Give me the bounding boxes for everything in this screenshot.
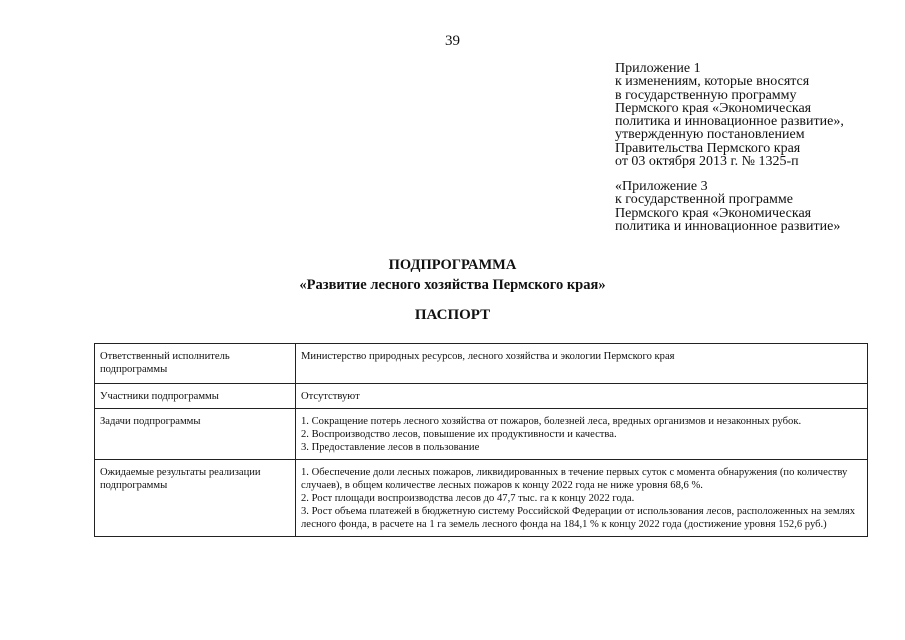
appendix-3-line: политика и инновационное развитие»: [615, 218, 841, 234]
row-value: [296, 409, 868, 460]
passport-heading: ПАСПОРТ: [414, 307, 491, 323]
row-value: [296, 384, 868, 409]
page-number: 39: [445, 33, 460, 49]
appendix-1-line: утвержденную постановлением: [615, 127, 805, 143]
row-value-item: 1. Обеспечение доли лесных пожаров, ликвидированных в течение первых суток с момента обнаружения (по количеству случаев), в общем количестве лесных пожаров к концу 2022 года не ниже уровня 68,6 %.: [301, 467, 848, 491]
row-value-item: 3. Предоставление лесов в пользование: [301, 442, 480, 453]
appendix-1-line: от 03 октября 2013 г. № 1325-п: [615, 154, 799, 170]
appendix-3-line: «Приложение 3: [615, 179, 708, 194]
row-value: [296, 460, 868, 537]
table-row: [95, 460, 868, 537]
appendix-1-line: в государственную программу: [615, 87, 797, 103]
appendix-1-line: политика и инновационное развитие»,: [615, 114, 844, 130]
row-value-item: 1. Сокращение потерь лесного хозяйства от пожаров, болезней леса, вредных организмов и незаконных рубок.: [301, 416, 802, 427]
row-value-item: 3. Рост объема платежей в бюджетную систему Российской Федерации от использования лесов, расположенных на землях лесного фонда, в расчете на 1 га земель лесного фонда на 184,1 % к концу 2022 года (достижение уровня 152,6 руб.): [301, 506, 856, 530]
appendix-3-block: [615, 180, 840, 233]
row-label: Участники подпрограммы: [95, 384, 296, 409]
subprogram-heading: ПОДПРОГРАММА: [388, 257, 517, 273]
appendix-1-line: Пермского края «Экономическая: [615, 100, 812, 116]
table-row: [95, 384, 868, 409]
row-label: Ожидаемые результаты реализации подпрограммы: [95, 460, 296, 537]
row-value-item: 2. Воспроизводство лесов, повышение их продуктивности и качества.: [301, 429, 617, 440]
row-value-item: Министерство природных ресурсов, лесного хозяйства и экологии Пермского края: [301, 351, 675, 362]
row-label: Ответственный исполнитель подпрограммы: [95, 344, 296, 384]
appendix-1-line: к изменениям, которые вносятся: [615, 74, 810, 90]
row-value: [296, 344, 868, 384]
subprogram-name: «Развитие лесного хозяйства Пермского края»: [299, 277, 606, 293]
table-row: [95, 409, 868, 460]
appendix-3-line: к государственной программе: [615, 192, 793, 208]
appendix-3-line: Пермского края «Экономическая: [615, 205, 812, 221]
passport-table: [94, 343, 868, 537]
appendix-1-block: [615, 62, 844, 168]
row-value-item: 2. Рост площади воспроизводства лесов до 47,7 тыс. га к концу 2022 года.: [301, 493, 635, 504]
row-value-item: Отсутствуют: [301, 391, 360, 402]
appendix-1-line: Правительства Пермского края: [615, 140, 801, 156]
row-label: Задачи подпрограммы: [95, 409, 296, 460]
appendix-1-line: Приложение 1: [615, 61, 701, 76]
table-row: [95, 344, 868, 384]
